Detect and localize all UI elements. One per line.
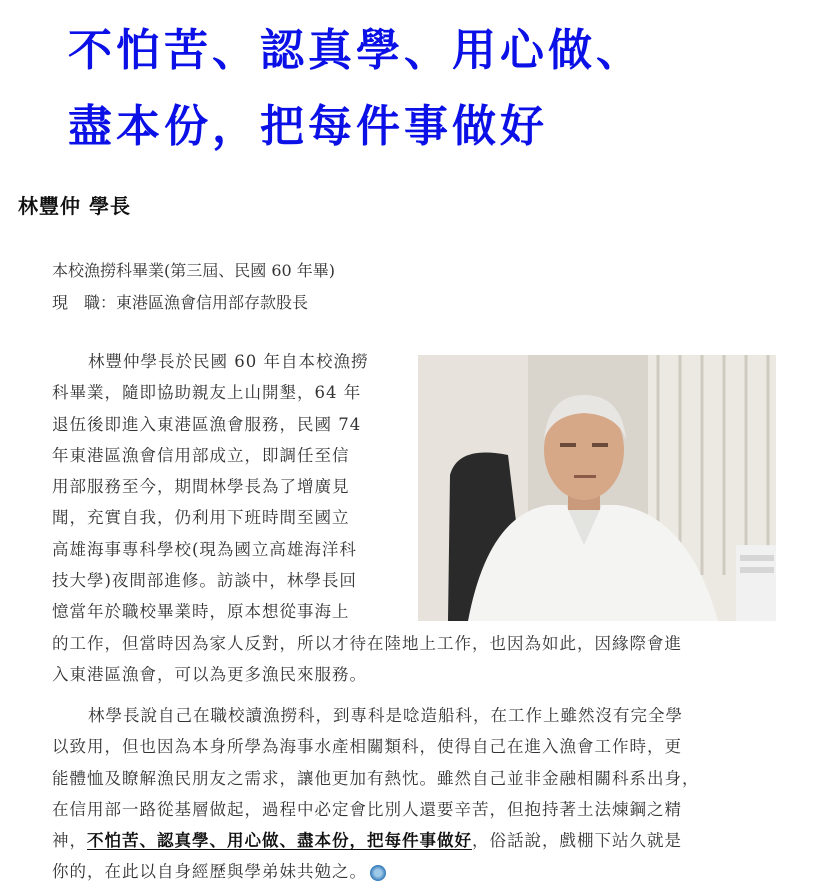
portrait-illustration <box>418 355 776 621</box>
text-line: 在信用部一路從基層做起，過程中必定會比別人還要辛苦，但抱持著土法煉鋼之精 <box>52 799 682 819</box>
text-line: 年東港區漁會信用部成立，即調任至信 <box>52 445 350 465</box>
text-line: 聞，充實自我，仍利用下班時間至國立 <box>52 508 350 528</box>
text-line: 用部服務至今，期間林學長為了增廣見 <box>52 477 350 497</box>
text-line: 技大學)夜間部進修。訪談中，林學長回 <box>52 571 357 591</box>
position-info: 現 職：東港區漁會信用部存款股長 <box>52 293 309 312</box>
text-line: 高雄海事專科學校(現為國立高雄海洋科 <box>52 539 357 559</box>
closing-text: 你的，在此以自身經歷與學弟妹共勉之。 <box>52 862 367 882</box>
text-line: 林豐仲學長於民國 60 年自本校漁撈 <box>88 352 369 371</box>
headline-line-1: 不怕苦、認真學、用心做、 <box>68 25 644 76</box>
text-line: 的工作，但當時因為家人反對，所以才待在陸地上工作，也因為如此，因緣際會進 <box>52 634 682 653</box>
motto-underlined: 不怕苦、認真學、用心做、盡本份，把每件事做好 <box>87 831 472 851</box>
text-line: 科畢業，隨即協助親友上山開墾，64 年 <box>52 383 362 403</box>
text-line-closing <box>52 856 787 887</box>
motto-prefix: 神， <box>52 831 87 851</box>
person-name: 林豐仲 學長 <box>18 194 131 218</box>
text-line: 能體恤及瞭解漁民朋友之需求，讓他更加有熱忱。雖然自己並非金融相關科系出身， <box>52 768 700 788</box>
paragraph-2 <box>52 700 787 888</box>
paragraph-1 <box>52 346 407 628</box>
headline-line-2: 盡本份，把每件事做好 <box>68 101 548 152</box>
text-line: 憶當年於職校畢業時，原本想從事海上 <box>52 602 350 622</box>
text-line: 林學長說自己在職校讀漁撈科，到專科是唸造船科，在工作上雖然沒有完全學 <box>88 706 683 725</box>
text-line: 入東港區漁會，可以為更多漁民來服務。 <box>52 665 367 685</box>
school-seal-icon <box>370 865 386 881</box>
portrait-photo <box>418 355 776 621</box>
text-line-motto <box>52 825 787 856</box>
paragraph-1-continued <box>52 628 787 691</box>
text-line: 退伍後即進入東港區漁會服務，民國 74 <box>52 414 362 434</box>
graduation-info: 本校漁撈科畢業(第三屆、民國 60 年畢) <box>52 261 336 280</box>
motto-suffix: ，俗話說，戲棚下站久就是 <box>472 831 682 851</box>
text-line: 以致用，但也因為本身所學為海事水產相關類科，使得自己在進入漁會工作時，更 <box>52 737 682 757</box>
